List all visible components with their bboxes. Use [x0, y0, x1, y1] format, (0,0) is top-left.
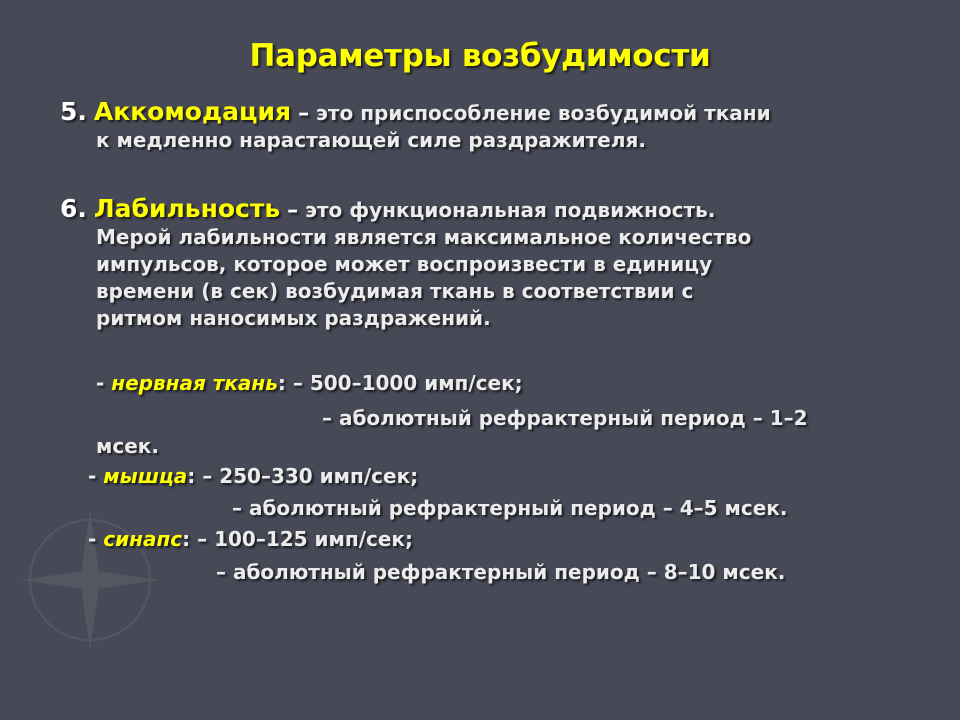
muscle-rate: : – 250–330 имп/сек;: [187, 464, 419, 488]
nerve-prefix: -: [96, 371, 105, 395]
slide-title: Параметры возбудимости: [249, 38, 711, 74]
accommodation-dash: –: [298, 101, 310, 126]
lability-term: Лабильность: [93, 194, 281, 223]
nerve-tissue-rate-line: [96, 371, 523, 395]
nerve-tissue-rate: : – 500–1000 имп/сек;: [277, 371, 523, 395]
accommodation-heading-line: [60, 98, 940, 127]
synapse-prefix: -: [88, 527, 97, 551]
synapse-refractory-line: – аболютный рефрактерный период – 8–10 мсек.: [216, 560, 786, 584]
compass-rose-watermark: [10, 500, 170, 660]
lability-line-1: Мерой лабильности является максимальное количество: [96, 225, 752, 249]
muscle-name: мышца: [103, 464, 188, 488]
lability-line-2: импульсов, которое может воспроизвести в единицу: [96, 252, 713, 276]
synapse-rate-line: [88, 527, 413, 551]
muscle-prefix: -: [88, 464, 97, 488]
lability-number: 6.: [60, 194, 87, 223]
accommodation-continuation: к медленно нарастающей силе раздражителя.: [96, 128, 646, 152]
nerve-refractory-wrap: мсек.: [96, 434, 159, 458]
accommodation-definition: это приспособление возбудимой ткани: [316, 101, 771, 125]
lability-heading-line: [60, 195, 940, 224]
nerve-refractory-line: – аболютный рефрактерный период – 1–2: [322, 406, 808, 430]
synapse-name: синапс: [103, 527, 183, 551]
synapse-rate: : – 100–125 имп/сек;: [182, 527, 413, 551]
accommodation-number: 5.: [60, 97, 87, 126]
lability-dash: –: [287, 198, 299, 223]
accommodation-term: Аккомодация: [93, 97, 292, 126]
muscle-refractory-line: – аболютный рефрактерный период – 4–5 мсек.: [232, 496, 788, 520]
lability-definition: это функциональная подвижность.: [305, 198, 716, 222]
lability-line-4: ритмом наносимых раздражений.: [96, 306, 491, 330]
lability-item: [60, 195, 940, 332]
muscle-rate-line: [88, 464, 418, 488]
accommodation-item: [60, 98, 940, 154]
lability-line-3: времени (в сек) возбудимая ткань в соответствии с: [96, 279, 694, 303]
nerve-tissue-name: нервная ткань: [111, 371, 278, 395]
